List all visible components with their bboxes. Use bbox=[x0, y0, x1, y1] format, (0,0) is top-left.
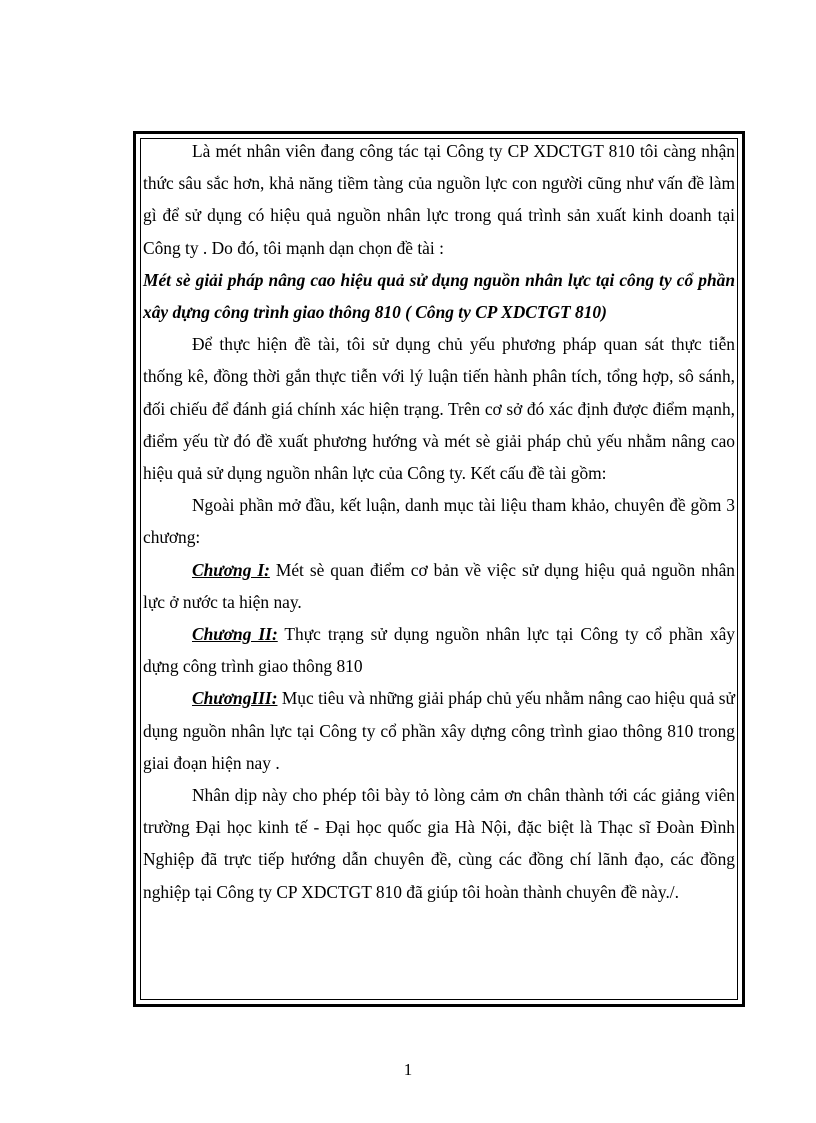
method-paragraph: Để thực hiện đề tài, tôi sử dụng chủ yếu phương pháp quan sát thực tiễn thống kê, đồng thời gắn thực tiễn với lý luận tiến hành phân tích, tổng hợp, sô sánh, đối chiếu để đánh giá chính xác hiện trạng. Trên cơ sở đó xác định được điểm mạnh, điểm yếu từ đó đề xuất phương hướng và mét sè giải pháp chủ yếu nhằm nâng cao hiệu quả sử dụng nguồn nhân lực của Công ty. Kết cấu đề tài gồm: bbox=[143, 334, 735, 484]
page-number: 1 bbox=[403, 1060, 413, 1079]
acknowledgement-paragraph: Nhân dịp này cho phép tôi bày tỏ lòng cảm ơn chân thành tới các giảng viên trường Đại học kinh tế - Đại học quốc gia Hà Nội, đặc biệt là Thạc sĩ Đoàn Đình Nghiệp đã trực tiếp hướng dẫn chuyên đề, cùng các đồng chí lãnh đạo, các đồng nghiệp tại Công ty CP XDCTGT 810 đã giúp tôi hoàn thành chuyên đề này./. bbox=[143, 785, 735, 902]
topic-title: Mét sè giải pháp nâng cao hiệu quả sử dụng nguồn nhân lực tại công ty cổ phần xây dựng công trình giao thông 810 ( Công ty CP XDCTGT 810) bbox=[143, 269, 735, 323]
chapter-1-paragraph bbox=[143, 554, 735, 618]
chapter-1-label: Chương I: bbox=[192, 559, 270, 580]
chapter-3-label: ChươngIII: bbox=[192, 688, 278, 709]
chapter-2-paragraph bbox=[143, 618, 735, 682]
structure-paragraph: Ngoài phần mở đầu, kết luận, danh mục tài liệu tham khảo, chuyên đề gồm 3 chương: bbox=[143, 495, 735, 548]
intro-paragraph: Là mét nhân viên đang công tác tại Công ty CP XDCTGT 810 tôi càng nhận thức sâu sắc hơn, khả năng tiềm tàng của nguồn lực con người cũng như vấn đề làm gì để sử dụng có hiệu quả nguồn nhân lực trong quá trình sản xuất kinh doanh tại Công ty . Do đó, tôi mạnh dạn chọn đề tài : bbox=[143, 141, 735, 258]
chapter-1-text: Mét sè quan điểm cơ bản về việc sử dụng hiệu quả nguồn nhân lực ở nước ta hiện nay. bbox=[143, 559, 736, 612]
chapter-3-text: Mục tiêu và những giải pháp chủ yếu nhằm nâng cao hiệu quả sử dụng nguồn nhân lực tại Công ty cổ phần xây dựng công trình giao thông 810 trong giai đoạn hiện nay . bbox=[143, 688, 735, 773]
document-body bbox=[143, 135, 735, 908]
chapter-2-label: Chương II: bbox=[192, 624, 278, 645]
chapter-2-text: Thực trạng sử dụng nguồn nhân lực tại Công ty cổ phần xây dựng công trình giao thông 810 bbox=[143, 624, 735, 677]
chapter-3-paragraph bbox=[143, 682, 735, 779]
